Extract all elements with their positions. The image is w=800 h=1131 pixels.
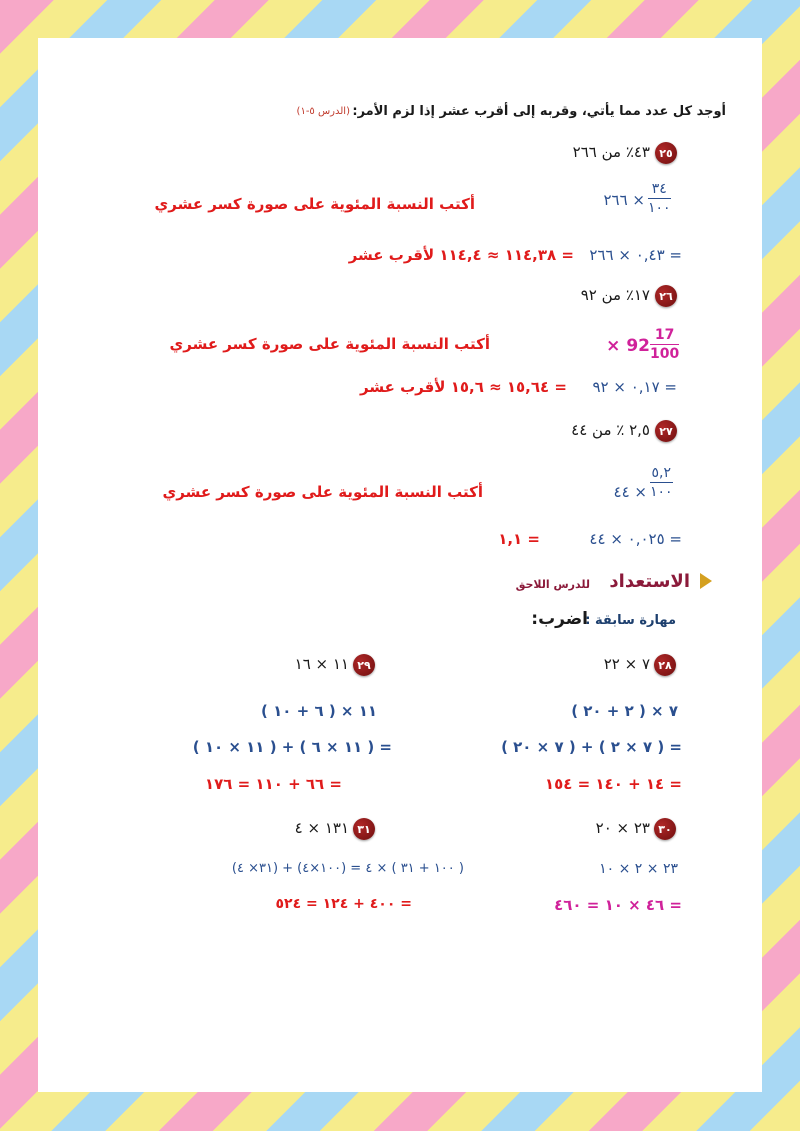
question-prompt: ١٧٪ من ٩٢ <box>580 286 650 304</box>
calculation-result: = ١٤ + ١٤٠ = ١٥٤ <box>544 775 682 793</box>
skill-instruction: اضرب: <box>531 609 588 629</box>
question-number-badge: ٣١ <box>353 818 375 840</box>
fraction <box>648 180 671 217</box>
method-note: أكتب النسبة المئوية على صورة كسر عشري <box>162 483 483 501</box>
calculation-step: = ٠,١٧ × ٩٢ <box>592 378 677 396</box>
question-number-badge: ٢٩ <box>353 654 375 676</box>
calculation-result: = ٦٦ + ١١٠ = ١٧٦ <box>204 775 342 793</box>
distribution-step: = ( ٧ × ٢ ) + ( ٧ × ٢٠ ) <box>501 738 682 756</box>
fraction-numerator: 17 <box>654 327 675 343</box>
question-prompt: ٢٣ × ٢٠ <box>595 819 650 837</box>
fraction-denominator: ١٠٠ <box>650 484 673 500</box>
distribution-step: = ( ١١ × ٦ ) + ( ١١ × ١٠ ) <box>192 738 392 756</box>
distribution-step: ١١ × ( ٦ + ١٠ ) <box>261 702 377 720</box>
question-prompt: ٧ × ٢٢ <box>603 655 650 673</box>
calculation-step: ٢٣ × ٢ × ١٠ <box>599 861 678 877</box>
prep-title: الاستعداد <box>609 571 690 592</box>
distribution-step: ( ١٠٠ + ٣١ ) × ٤ = (١٠٠×٤) + (٣١× ٤) <box>231 861 464 876</box>
fraction-numerator: ٣٤ <box>651 181 667 197</box>
calculation-result: = ٤٦ × ١٠ = ٤٦٠ <box>554 896 682 914</box>
worksheet-page <box>38 38 762 1092</box>
calculation-result: = ١,١ <box>498 530 540 548</box>
question-number-badge: ٢٦ <box>655 285 677 307</box>
calculation-result: = ١٥,٦٤ ≈ ١٥,٦ لأقرب عشر <box>360 378 567 396</box>
fraction <box>650 326 679 363</box>
method-note: أكتب النسبة المئوية على صورة كسر عشري <box>169 335 490 353</box>
fraction-denominator: ١٠٠ <box>648 200 671 216</box>
calculation-result: = ٤٠٠ + ١٢٤ = ٥٢٤ <box>275 896 412 912</box>
question-number-badge: ٢٧ <box>655 420 677 442</box>
question-number-badge: ٢٥ <box>655 142 677 164</box>
flag-icon <box>700 573 712 589</box>
question-number-badge: ٣٠ <box>654 818 676 840</box>
question-prompt: ٤٣٪ من ٢٦٦ <box>572 143 650 161</box>
question-number-badge: ٢٨ <box>654 654 676 676</box>
calculation-step: = ٠,٤٣ × ٢٦٦ <box>589 246 682 264</box>
prep-subtitle: للدرس اللاحق <box>515 578 590 591</box>
fraction <box>650 464 673 501</box>
fraction-multiplier: × ٤٤ <box>613 483 647 501</box>
method-note: أكتب النسبة المئوية على صورة كسر عشري <box>154 195 475 213</box>
fraction-multiplier: 92 × <box>606 336 650 356</box>
instruction-text: أوجد كل عدد مما يأتي، وقربه إلى أقرب عشر إذا لزم الأمر: <box>352 104 726 119</box>
skill-label: مهارة سابقة : <box>585 613 676 628</box>
distribution-step: ٧ × ( ٢ + ٢٠ ) <box>571 702 678 720</box>
question-prompt: ١٣١ × ٤ <box>294 819 349 837</box>
calculation-result: = ١١٤,٣٨ ≈ ١١٤,٤ لأقرب عشر <box>348 246 574 264</box>
question-prompt: ٢,٥ ٪ من ٤٤ <box>571 421 650 439</box>
fraction-numerator: ٥,٢ <box>651 465 672 481</box>
calculation-step: = ٠,٠٢٥ × ٤٤ <box>589 530 682 548</box>
lesson-reference: (الدرس ٥-١) <box>296 106 350 117</box>
fraction-denominator: 100 <box>650 346 680 362</box>
question-prompt: ١١ × ١٦ <box>294 655 349 673</box>
fraction-multiplier: × ٢٦٦ <box>603 191 645 209</box>
